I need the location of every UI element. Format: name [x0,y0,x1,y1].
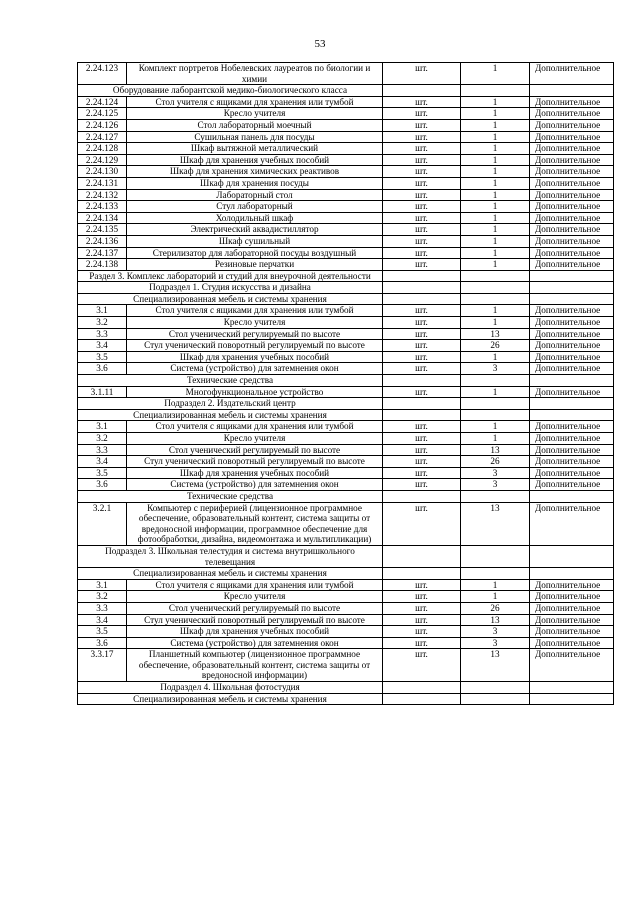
item-type: Дополнительное [530,386,614,398]
item-type: Дополнительное [530,143,614,155]
item-number: 2.24.128 [78,143,127,155]
section-title: Специализированная мебель и системы хранения [78,693,383,705]
item-quantity: 3 [461,637,530,649]
item-number: 3.5 [78,626,127,638]
item-name: Стул ученический поворотный регулируемый по высоте [127,456,383,468]
empty-cell [530,282,614,294]
item-unit: шт. [383,626,461,638]
item-number: 3.3.17 [78,649,127,682]
section-row [78,293,614,305]
empty-cell [530,398,614,410]
empty-cell [383,375,461,387]
item-type: Дополнительное [530,340,614,352]
item-type: Дополнительное [530,317,614,329]
table-row [78,456,614,468]
item-number: 2.24.137 [78,247,127,259]
empty-cell [461,293,530,305]
item-name: Стул лабораторный [127,201,383,213]
table-row [78,340,614,352]
item-quantity: 1 [461,177,530,189]
item-name: Комплект портретов Нобелевских лауреатов по биологии и химии [127,63,383,85]
item-quantity: 13 [461,649,530,682]
item-quantity: 1 [461,317,530,329]
item-quantity: 1 [461,143,530,155]
item-quantity: 13 [461,614,530,626]
item-type: Дополнительное [530,177,614,189]
item-name: Стол учителя с ящиками для хранения или тумбой [127,96,383,108]
item-type: Дополнительное [530,96,614,108]
item-unit: шт. [383,259,461,271]
table-row [78,247,614,259]
empty-cell [383,270,461,282]
table-row [78,649,614,682]
item-number: 2.24.135 [78,224,127,236]
equipment-table [77,62,614,705]
item-name: Стул ученический поворотный регулируемый по высоте [127,614,383,626]
item-type: Дополнительное [530,259,614,271]
empty-cell [461,85,530,97]
item-type: Дополнительное [530,444,614,456]
item-number: 3.4 [78,456,127,468]
item-quantity: 1 [461,166,530,178]
item-unit: шт. [383,433,461,445]
table-row [78,143,614,155]
item-unit: шт. [383,579,461,591]
item-type: Дополнительное [530,626,614,638]
item-unit: шт. [383,637,461,649]
item-quantity: 1 [461,247,530,259]
item-unit: шт. [383,421,461,433]
table-row [78,108,614,120]
item-name: Шкаф для хранения посуды [127,177,383,189]
item-number: 3.3 [78,444,127,456]
item-quantity: 1 [461,201,530,213]
section-title: Подраздел 2. Издательский центр [78,398,383,410]
item-quantity: 13 [461,444,530,456]
item-quantity: 13 [461,328,530,340]
item-name: Электрический аквадистиллятор [127,224,383,236]
item-number: 3.6 [78,363,127,375]
item-unit: шт. [383,189,461,201]
item-unit: шт. [383,386,461,398]
table-row [78,591,614,603]
empty-cell [383,568,461,580]
item-number: 2.24.134 [78,212,127,224]
section-title: Подраздел 1. Студия искусства и дизайна [78,282,383,294]
item-type: Дополнительное [530,456,614,468]
empty-cell [461,682,530,694]
empty-cell [383,293,461,305]
item-type: Дополнительное [530,602,614,614]
item-unit: шт. [383,305,461,317]
item-type: Дополнительное [530,235,614,247]
empty-cell [461,693,530,705]
item-name: Шкаф для хранения учебных пособий [127,626,383,638]
item-name: Система (устройство) для затемнения окон [127,363,383,375]
section-title: Специализированная мебель и системы хранения [78,293,383,305]
section-row [78,270,614,282]
item-number: 3.2 [78,433,127,445]
item-quantity: 1 [461,154,530,166]
item-name: Стол ученический регулируемый по высоте [127,444,383,456]
item-number: 2.24.124 [78,96,127,108]
item-quantity: 1 [461,96,530,108]
section-title: Раздел 3. Комплекс лабораторий и студий для внеурочной деятельности [78,270,383,282]
section-title: Специализированная мебель и системы хранения [78,409,383,421]
item-unit: шт. [383,363,461,375]
item-unit: шт. [383,235,461,247]
table-row [78,614,614,626]
item-number: 3.2.1 [78,502,127,545]
item-name: Шкаф для хранения учебных пособий [127,467,383,479]
empty-cell [383,490,461,502]
item-quantity: 13 [461,502,530,545]
empty-cell [530,490,614,502]
item-name: Стерилизатор для лабораторной посуды воздушный [127,247,383,259]
table-row [78,166,614,178]
item-unit: шт. [383,351,461,363]
item-type: Дополнительное [530,649,614,682]
item-number: 3.1.11 [78,386,127,398]
item-number: 2.24.123 [78,63,127,85]
section-row [78,409,614,421]
item-name: Кресло учителя [127,108,383,120]
table-row [78,189,614,201]
item-number: 3.1 [78,305,127,317]
table-row [78,479,614,491]
item-quantity: 3 [461,626,530,638]
section-row [78,568,614,580]
item-name: Стул ученический поворотный регулируемый по высоте [127,340,383,352]
item-name: Стол учителя с ящиками для хранения или тумбой [127,305,383,317]
table-row [78,154,614,166]
item-unit: шт. [383,119,461,131]
item-name: Холодильный шкаф [127,212,383,224]
item-number: 2.24.131 [78,177,127,189]
item-quantity: 1 [461,189,530,201]
item-quantity: 1 [461,421,530,433]
item-name: Стол ученический регулируемый по высоте [127,328,383,340]
empty-cell [530,545,614,567]
empty-cell [530,85,614,97]
section-row [78,490,614,502]
item-type: Дополнительное [530,579,614,591]
table-row [78,626,614,638]
item-quantity: 1 [461,351,530,363]
item-name: Планшетный компьютер (лицензионное программное обеспечение, образовательный контент, система защиты от вредоносной информации) [127,649,383,682]
section-title: Оборудование лаборантской медико-биологического класса [78,85,383,97]
empty-cell [383,693,461,705]
section-title: Специализированная мебель и системы хранения [78,568,383,580]
item-number: 3.5 [78,351,127,363]
item-number: 3.4 [78,340,127,352]
table-row [78,201,614,213]
item-type: Дополнительное [530,154,614,166]
item-type: Дополнительное [530,201,614,213]
item-unit: шт. [383,456,461,468]
item-number: 2.24.126 [78,119,127,131]
item-unit: шт. [383,166,461,178]
item-name: Система (устройство) для затемнения окон [127,637,383,649]
equipment-table-body [78,63,614,705]
item-quantity: 1 [461,119,530,131]
item-unit: шт. [383,317,461,329]
item-unit: шт. [383,108,461,120]
item-unit: шт. [383,63,461,85]
item-name: Сушильная панель для посуды [127,131,383,143]
table-row [78,386,614,398]
empty-cell [461,282,530,294]
item-name: Кресло учителя [127,317,383,329]
table-row [78,351,614,363]
item-number: 2.24.125 [78,108,127,120]
item-number: 2.24.130 [78,166,127,178]
item-type: Дополнительное [530,614,614,626]
item-quantity: 1 [461,212,530,224]
table-row [78,119,614,131]
item-quantity: 26 [461,340,530,352]
item-unit: шт. [383,614,461,626]
item-number: 2.24.132 [78,189,127,201]
item-quantity: 1 [461,386,530,398]
item-unit: шт. [383,247,461,259]
item-unit: шт. [383,649,461,682]
empty-cell [461,568,530,580]
item-unit: шт. [383,340,461,352]
section-row [78,375,614,387]
item-type: Дополнительное [530,433,614,445]
empty-cell [530,293,614,305]
section-row [78,693,614,705]
empty-cell [461,398,530,410]
item-type: Дополнительное [530,166,614,178]
item-type: Дополнительное [530,328,614,340]
table-row [78,328,614,340]
item-type: Дополнительное [530,467,614,479]
item-number: 3.1 [78,579,127,591]
item-type: Дополнительное [530,119,614,131]
item-type: Дополнительное [530,63,614,85]
item-type: Дополнительное [530,421,614,433]
section-row [78,545,614,567]
item-number: 3.2 [78,591,127,603]
table-row [78,212,614,224]
item-name: Лабораторный стол [127,189,383,201]
table-row [78,579,614,591]
table-row [78,433,614,445]
empty-cell [383,282,461,294]
item-quantity: 1 [461,108,530,120]
item-number: 3.4 [78,614,127,626]
table-row [78,637,614,649]
item-name: Кресло учителя [127,433,383,445]
table-row [78,224,614,236]
item-unit: шт. [383,143,461,155]
table-row [78,131,614,143]
item-name: Компьютер с периферией (лицензионное программное обеспечение, образовательный контент, система защиты от вредоносной информации, программное обеспечение для фотообработки, дизайна, видеомонтажа и мультипликации) [127,502,383,545]
item-quantity: 3 [461,479,530,491]
item-name: Шкаф сушильный [127,235,383,247]
item-unit: шт. [383,154,461,166]
empty-cell [383,85,461,97]
item-number: 2.24.127 [78,131,127,143]
empty-cell [383,409,461,421]
item-number: 2.24.129 [78,154,127,166]
item-number: 3.6 [78,637,127,649]
item-quantity: 26 [461,602,530,614]
section-title: Подраздел 3. Школьная телестудия и система внутришкольного телевещания [78,545,383,567]
section-title: Подраздел 4. Школьная фотостудия [78,682,383,694]
item-type: Дополнительное [530,224,614,236]
table-row [78,177,614,189]
item-number: 3.5 [78,467,127,479]
item-unit: шт. [383,328,461,340]
section-row [78,282,614,294]
item-quantity: 1 [461,224,530,236]
table-row [78,96,614,108]
item-type: Дополнительное [530,305,614,317]
item-name: Стол лабораторный моечный [127,119,383,131]
empty-cell [461,409,530,421]
item-unit: шт. [383,479,461,491]
table-row [78,467,614,479]
section-row [78,85,614,97]
item-type: Дополнительное [530,189,614,201]
empty-cell [530,693,614,705]
item-type: Дополнительное [530,212,614,224]
item-quantity: 26 [461,456,530,468]
empty-cell [383,682,461,694]
item-quantity: 1 [461,235,530,247]
item-number: 2.24.138 [78,259,127,271]
item-unit: шт. [383,131,461,143]
item-name: Шкаф для хранения учебных пособий [127,351,383,363]
item-name: Стол учителя с ящиками для хранения или тумбой [127,579,383,591]
empty-cell [530,682,614,694]
item-number: 3.3 [78,328,127,340]
table-row [78,444,614,456]
item-quantity: 3 [461,467,530,479]
table-row [78,502,614,545]
item-unit: шт. [383,224,461,236]
item-quantity: 1 [461,63,530,85]
empty-cell [461,375,530,387]
empty-cell [530,568,614,580]
item-name: Стол учителя с ящиками для хранения или тумбой [127,421,383,433]
item-unit: шт. [383,444,461,456]
item-number: 3.1 [78,421,127,433]
item-number: 2.24.133 [78,201,127,213]
item-type: Дополнительное [530,637,614,649]
item-number: 3.6 [78,479,127,491]
item-unit: шт. [383,591,461,603]
empty-cell [530,270,614,282]
empty-cell [383,398,461,410]
item-unit: шт. [383,201,461,213]
table-row [78,235,614,247]
item-unit: шт. [383,96,461,108]
item-type: Дополнительное [530,351,614,363]
item-unit: шт. [383,602,461,614]
table-row [78,421,614,433]
item-quantity: 1 [461,259,530,271]
item-number: 2.24.136 [78,235,127,247]
item-quantity: 1 [461,305,530,317]
empty-cell [461,490,530,502]
item-quantity: 3 [461,363,530,375]
item-number: 3.2 [78,317,127,329]
item-unit: шт. [383,212,461,224]
item-type: Дополнительное [530,502,614,545]
item-type: Дополнительное [530,479,614,491]
section-title: Технические средства [78,490,383,502]
item-type: Дополнительное [530,591,614,603]
section-title: Технические средства [78,375,383,387]
item-name: Резиновые перчатки [127,259,383,271]
item-name: Шкаф для хранения учебных пособий [127,154,383,166]
empty-cell [530,375,614,387]
empty-cell [461,545,530,567]
item-unit: шт. [383,502,461,545]
item-quantity: 1 [461,591,530,603]
item-name: Система (устройство) для затемнения окон [127,479,383,491]
table-row [78,259,614,271]
item-name: Кресло учителя [127,591,383,603]
empty-cell [530,409,614,421]
table-row [78,602,614,614]
table-row [78,63,614,85]
table-row [78,363,614,375]
item-number: 3.3 [78,602,127,614]
item-unit: шт. [383,467,461,479]
item-type: Дополнительное [530,131,614,143]
item-name: Стол ученический регулируемый по высоте [127,602,383,614]
item-quantity: 1 [461,433,530,445]
item-type: Дополнительное [530,108,614,120]
section-row [78,682,614,694]
page-number: 53 [314,38,326,50]
table-row [78,317,614,329]
empty-cell [461,270,530,282]
item-name: Шкаф вытяжной металлический [127,143,383,155]
item-quantity: 1 [461,579,530,591]
item-name: Шкаф для хранения химических реактивов [127,166,383,178]
item-type: Дополнительное [530,247,614,259]
section-row [78,398,614,410]
item-name: Многофункциональное устройство [127,386,383,398]
table-row [78,305,614,317]
item-type: Дополнительное [530,363,614,375]
empty-cell [383,545,461,567]
item-unit: шт. [383,177,461,189]
item-quantity: 1 [461,131,530,143]
